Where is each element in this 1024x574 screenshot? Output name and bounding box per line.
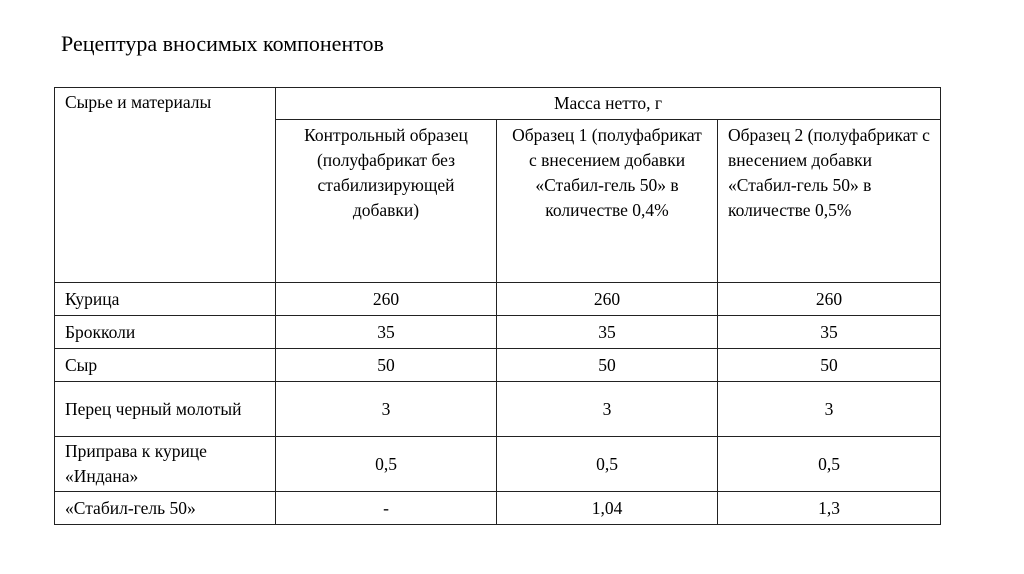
cell-control: 3 (276, 382, 497, 437)
cell-sample-1: 35 (497, 316, 718, 349)
cell-sample-1: 50 (497, 349, 718, 382)
cell-sample-2: 1,3 (718, 492, 941, 525)
cell-sample-1: 3 (497, 382, 718, 437)
subheader-sample-1: Образец 1 (полуфабрикат с внесением добавки «Стабил-гель 50» в количестве 0,4% (497, 120, 718, 283)
cell-sample-1: 0,5 (497, 437, 718, 492)
row-name: Сыр (55, 349, 276, 382)
row-name: Перец черный молотый (55, 382, 276, 437)
cell-control: - (276, 492, 497, 525)
cell-sample-2: 35 (718, 316, 941, 349)
cell-sample-2: 3 (718, 382, 941, 437)
table-header-row (55, 88, 941, 120)
table-row (55, 349, 941, 382)
subheader-control-sample: Контрольный образец (полуфабрикат без стабилизирующей добавки) (276, 120, 497, 283)
cell-sample-2: 0,5 (718, 437, 941, 492)
table-row (55, 492, 941, 525)
subheader-sample-2: Образец 2 (полуфабрикат с внесением добавки «Стабил-гель 50» в количестве 0,5% (718, 120, 941, 283)
cell-sample-2: 260 (718, 283, 941, 316)
row-name: «Стабил-гель 50» (55, 492, 276, 525)
cell-sample-2: 50 (718, 349, 941, 382)
cell-sample-1: 1,04 (497, 492, 718, 525)
table-row (55, 283, 941, 316)
table-row (55, 382, 941, 437)
table-row (55, 437, 941, 492)
cell-sample-1: 260 (497, 283, 718, 316)
cell-control: 0,5 (276, 437, 497, 492)
header-net-mass: Масса нетто, г (276, 88, 941, 120)
row-name: Брокколи (55, 316, 276, 349)
cell-control: 50 (276, 349, 497, 382)
cell-control: 35 (276, 316, 497, 349)
table-row (55, 316, 941, 349)
row-name: Курица (55, 283, 276, 316)
recipe-table (54, 87, 941, 525)
cell-control: 260 (276, 283, 497, 316)
page-title: Рецептура вносимых компонентов (61, 31, 384, 56)
header-materials: Сырье и материалы (55, 88, 276, 283)
row-name: Приправа к курице «Индана» (55, 437, 276, 492)
